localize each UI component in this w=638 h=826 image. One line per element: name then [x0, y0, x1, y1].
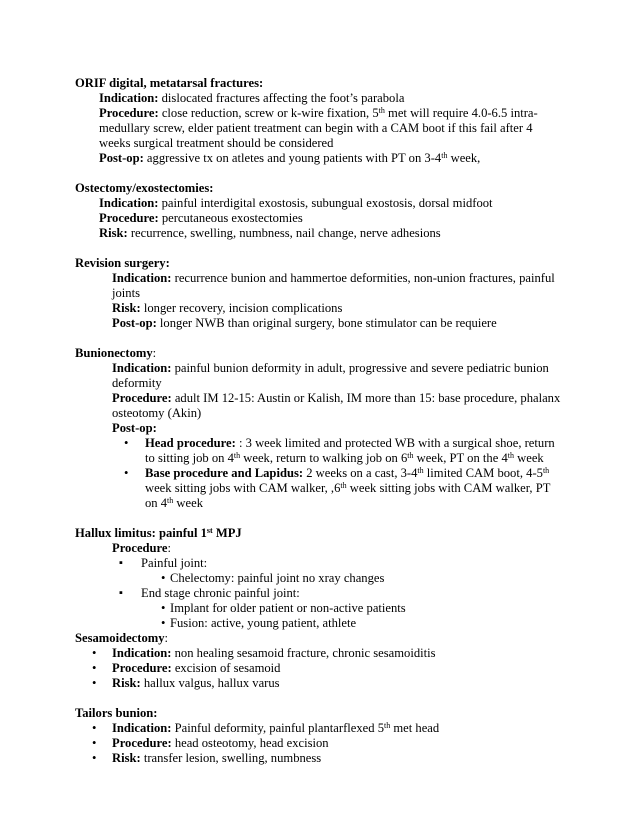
section-revision	[75, 256, 565, 331]
list-item: • Procedure: head osteotomy, head excision	[75, 736, 565, 751]
revision-indication: Indication: recurrence bunion and hammertoe deformities, non-union fractures, painful	[112, 271, 555, 285]
section-hallux-limitus	[75, 526, 565, 631]
list-item: • Chelectomy: painful joint no xray changes	[75, 571, 565, 586]
section-sesamoidectomy	[75, 631, 565, 691]
section-title: Tailors bunion:	[75, 706, 158, 720]
bunion-postop-list	[75, 436, 565, 511]
orif-procedure-line3: weeks surgical treatment should be considered	[99, 136, 334, 150]
hallux-procedure-list-2	[75, 586, 565, 601]
list-item: • Fusion: active, young patient, athlete	[75, 616, 565, 631]
list-item: • Head procedure: : 3 week limited and protected WB with a surgical shoe, return to sitting job on 4th week, return to walking job on 6th week, PT on the 4th week	[75, 436, 565, 466]
list-item: • Indication: Painful deformity, painful plantarflexed 5th met head	[75, 721, 565, 736]
orif-indication: Indication: dislocated fractures affecting the foot’s parabola	[99, 91, 405, 105]
document-page	[75, 76, 565, 781]
revision-postop: Post-op: longer NWB than original surgery, bone stimulator can be requiere	[112, 316, 497, 330]
section-tailors-bunion	[75, 706, 565, 766]
revision-risk: Risk: longer recovery, incision complications	[112, 301, 343, 315]
orif-procedure-line2: medullary screw, elder patient treatment can begin with a CAM boot if this fail after 4	[99, 121, 533, 135]
list-item: • Risk: transfer lesion, swelling, numbness	[75, 751, 565, 766]
section-ostectomy	[75, 181, 565, 241]
ostectomy-procedure: Procedure: percutaneous exostectomies	[99, 211, 303, 225]
list-item: • Procedure: excision of sesamoid	[75, 661, 565, 676]
list-item: ▪ Painful joint:	[75, 556, 565, 571]
section-title: Sesamoidectomy:	[75, 631, 169, 645]
tailors-list	[75, 721, 565, 766]
ostectomy-risk: Risk: recurrence, swelling, numbness, nail change, nerve adhesions	[99, 226, 441, 240]
orif-procedure: Procedure: close reduction, screw or k-wire fixation, 5th met will require 4.0-6.5 intra-	[99, 106, 538, 120]
hallux-procedure-label: Procedure:	[112, 541, 171, 555]
bunion-postop-label: Post-op:	[112, 421, 157, 435]
section-title: ORIF digital, metatarsal fractures:	[75, 76, 264, 90]
section-title: Revision surgery:	[75, 256, 170, 270]
bunion-indication-line2: deformity	[112, 376, 162, 390]
list-item: • Base procedure and Lapidus: 2 weeks on a cast, 3-4th limited CAM boot, 4-5th week sitting jobs with CAM walker, ,6th week sitting jobs with CAM walker, PT on 4th week	[75, 466, 565, 511]
bunion-indication: Indication: painful bunion deformity in adult, progressive and severe pediatric bunion	[112, 361, 549, 375]
ostectomy-indication: Indication: painful interdigital exostosis, subungual exostosis, dorsal midfoot	[99, 196, 493, 210]
hallux-procedure-list	[75, 556, 565, 571]
section-title: Hallux limitus: painful 1st MPJ	[75, 526, 242, 540]
bunion-procedure: Procedure: adult IM 12-15: Austin or Kalish, IM more than 15: base procedure, phalanx	[112, 391, 561, 405]
section-orif	[75, 76, 565, 166]
section-bunionectomy	[75, 346, 565, 511]
orif-postop: Post-op: aggressive tx on atletes and young patients with PT on 3-4th week,	[99, 151, 481, 165]
list-item: • Implant for older patient or non-active patients	[75, 601, 565, 616]
sesamoidectomy-list	[75, 646, 565, 691]
list-item: • Risk: hallux valgus, hallux varus	[75, 676, 565, 691]
list-item: • Indication: non healing sesamoid fracture, chronic sesamoiditis	[75, 646, 565, 661]
bunion-procedure-line2: osteotomy (Akin)	[112, 406, 202, 420]
list-item: ▪ End stage chronic painful joint:	[75, 586, 565, 601]
section-title: Bunionectomy:	[75, 346, 157, 360]
revision-indication-line2: joints	[112, 286, 140, 300]
section-title: Ostectomy/exostectomies:	[75, 181, 214, 195]
